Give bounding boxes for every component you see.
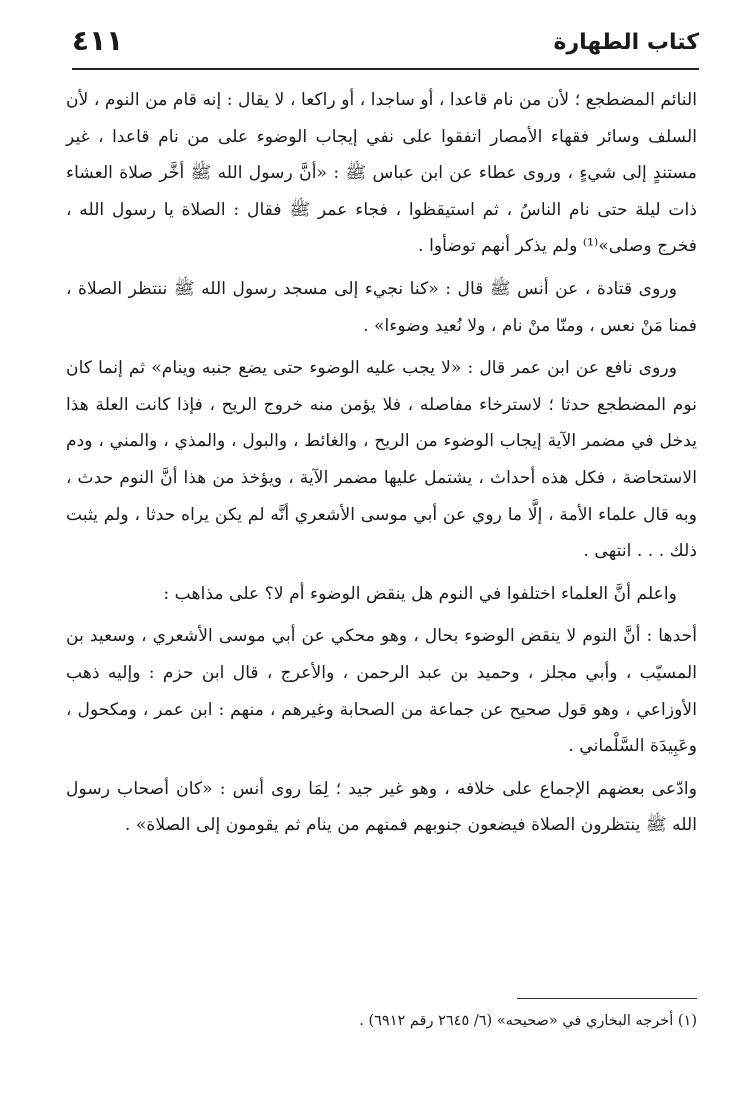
chapter-title: كتاب الطهارة xyxy=(553,30,699,55)
header-divider xyxy=(72,68,699,70)
paragraph-2: وروى قتادة ، عن أنس ﷺ قال : «كنا نجيء إلى مسجد رسول الله ﷺ ننتظر الصلاة ، فمنا مَنْ نعس ، ومنّا منْ نام ، ولا نُعيد وضوءا» . xyxy=(66,278,697,336)
paragraph-4: واعلم أنَّ العلماء اختلفوا في النوم هل ينقض الوضوء أم لا؟ على مذاهب : xyxy=(163,583,677,604)
paragraph-6: وادّعى بعضهم الإجماع على خلافه ، وهو غير جيد ؛ لِمَا روى أنس : «كان أصحاب رسول الله ﷺ ينتظرون الصلاة فيضعون جنوبهم فمنهم من ينام ثم يقومون إلى الصلاة» . xyxy=(66,778,697,836)
footnote-divider xyxy=(517,998,697,999)
main-text xyxy=(66,82,697,850)
footnote: (١) أخرجه البخاري في «صحيحه» (٦/ ٢٦٤٥ رقم ٦٩١٢) . xyxy=(359,1013,697,1029)
paragraph-1: النائم المضطجع ؛ لأن من نام قاعدا ، أو ساجدا ، أو راكعا ، لا يقال : إنه قام من النوم ، لأن السلف وسائر فقهاء الأمصار اتفقوا على نفي إيجاب الوضوء على من نام قاعدا ، غير مستندٍ إلى شيءٍ ، وروى عطاء عن ابن عباس ﷺ : «أنَّ رسول الله ﷺ أخَّر صلاة العشاء ذات ليلة حتى نام الناسُ ، ثم استيقظوا ، فجاء عمر ﷺ فقال : الصلاة يا رسول الله ، فخرج وصلى»⁽¹⁾ ولم يذكر أنهم توضأوا . xyxy=(66,90,697,257)
page-header xyxy=(72,22,699,66)
paragraph-5: أحدها : أنَّ النوم لا ينقض الوضوء بحال ، وهو محكي عن أبي موسى الأشعري ، وسعيد بن المسيّب ، وأبي مجلز ، وحميد بن عبد الرحمن ، والأعرج ، قال ابن حزم : وإليه ذهب الأوزاعي ، وهو قول صحيح عن جماعة من الصحابة وغيرهم ، منهم : ابن عمر ، ومكحول ، وعَبِيدَة السَّلْماني . xyxy=(66,626,697,757)
page-number: ٤١١ xyxy=(72,24,124,57)
paragraph-3: وروى نافع عن ابن عمر قال : «لا يجب عليه الوضوء حتى يضع جنبه وينام» ثم إنما كان نوم المضطجع حدثا ؛ لاسترخاء مفاصله ، فلا يؤمن منه خروج الريح ، فإذا كانت العلة هذا يدخل في مضمر الآية إيجاب الوضوء من الريح ، والغائط ، والبول ، والمذي ، والمني ، ودم الاستحاضة ، فكل هذه أحداث ، يشتمل عليها مضمر الآية ، ويؤخذ من هذا أنَّ النوم حدث ، وبه قال علماء الأمة ، إلَّا ما روي عن أبي موسى الأشعري أنَّه لم يكن يراه حدثا ، ولم يثبت ذلك . . . انتهى . xyxy=(66,358,697,562)
